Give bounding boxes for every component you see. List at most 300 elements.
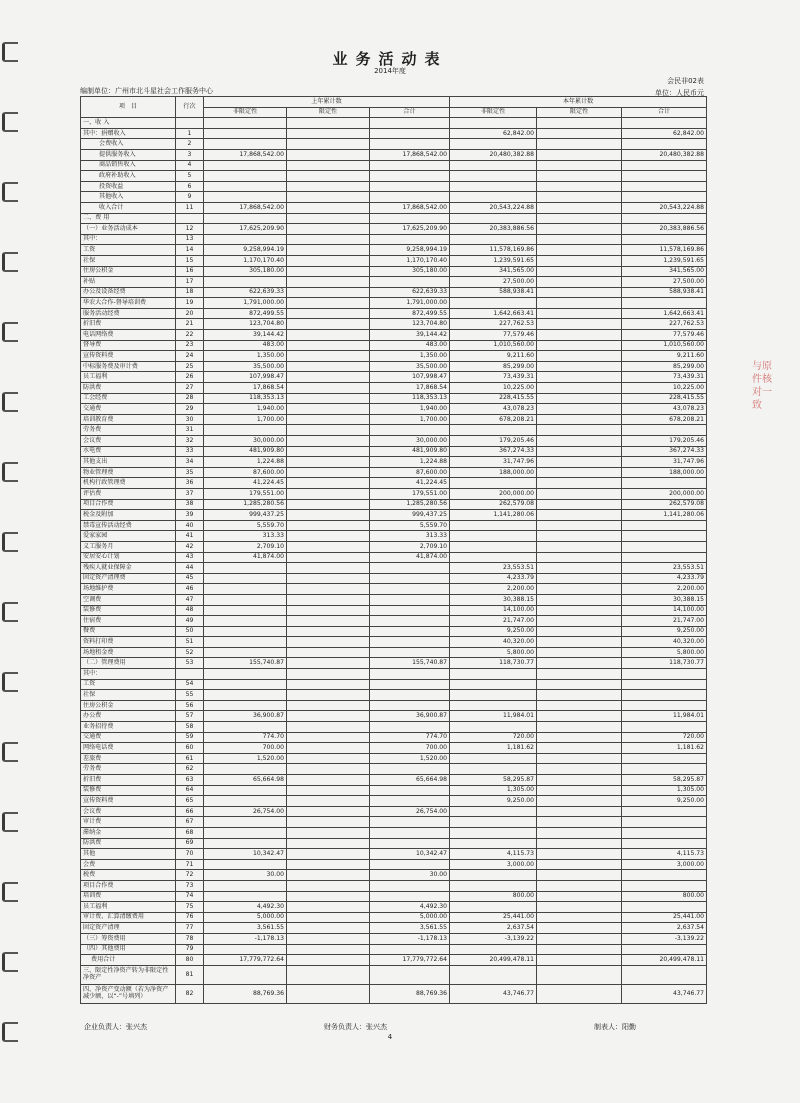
curr-total-cell: 9,250.00 <box>622 626 707 637</box>
table-row <box>81 722 707 733</box>
prev-total-cell <box>370 669 450 680</box>
prev-total-cell: 17,868,542.00 <box>370 202 450 213</box>
curr-restricted-cell <box>537 255 622 266</box>
prev-total-cell: 1,285,280.56 <box>370 499 450 510</box>
table-row <box>81 955 707 966</box>
curr-total-cell: 10,225.00 <box>622 383 707 394</box>
table-row <box>81 679 707 690</box>
curr-total-cell: 367,274.33 <box>622 446 707 457</box>
prev-total-cell <box>370 160 450 171</box>
curr-restricted-cell <box>537 171 622 182</box>
curr-restricted-cell <box>537 340 622 351</box>
table-row <box>81 171 707 182</box>
prev-nonrestricted-cell: 17,868,542.00 <box>204 149 287 160</box>
row-label: 折旧费 <box>81 319 176 330</box>
curr-restricted-cell <box>537 393 622 404</box>
curr-nonrestricted-cell: 31,747.96 <box>450 457 537 468</box>
prev-total-cell <box>370 764 450 775</box>
prev-restricted-cell <box>287 224 370 235</box>
row-label: 税金及附加 <box>81 510 176 521</box>
prev-total-cell: 999,437.25 <box>370 510 450 521</box>
curr-nonrestricted-cell: 9,211.60 <box>450 351 537 362</box>
curr-nonrestricted-cell: 1,642,663.41 <box>450 308 537 319</box>
row-label: 宣传资料费 <box>81 351 176 362</box>
binder-clip <box>2 112 18 132</box>
row-label: 收入合计 <box>81 202 176 213</box>
row-line-no: 54 <box>176 679 204 690</box>
curr-total-cell: 23,553.51 <box>622 563 707 574</box>
row-line-no <box>176 669 204 680</box>
table-row <box>81 340 707 351</box>
table-row <box>81 984 707 1003</box>
row-line-no: 2 <box>176 139 204 150</box>
prev-total-cell: 65,664.98 <box>370 775 450 786</box>
curr-nonrestricted-cell: 85,299.00 <box>450 361 537 372</box>
curr-total-cell: 118,730.77 <box>622 658 707 669</box>
table-row <box>81 213 707 224</box>
curr-nonrestricted-cell: 720.00 <box>450 732 537 743</box>
table-row <box>81 764 707 775</box>
row-label: 办公及设备经费 <box>81 287 176 298</box>
prev-nonrestricted-cell: 1,285,280.56 <box>204 499 287 510</box>
curr-restricted-cell <box>537 499 622 510</box>
curr-total-cell: 27,500.00 <box>622 277 707 288</box>
curr-restricted-cell <box>537 700 622 711</box>
row-line-no: 56 <box>176 700 204 711</box>
prev-restricted-cell <box>287 351 370 362</box>
prev-restricted-cell <box>287 457 370 468</box>
prev-total-cell <box>370 118 450 129</box>
row-label: 会议费 <box>81 436 176 447</box>
row-label: 场地维护费 <box>81 584 176 595</box>
prev-nonrestricted-cell <box>204 234 287 245</box>
table-row <box>81 308 707 319</box>
prev-nonrestricted-cell: -1,178.13 <box>204 933 287 944</box>
row-label: 督导费 <box>81 340 176 351</box>
prev-nonrestricted-cell <box>204 859 287 870</box>
prev-restricted-cell <box>287 531 370 542</box>
table-row <box>81 181 707 192</box>
prev-nonrestricted-cell <box>204 827 287 838</box>
curr-restricted-cell <box>537 817 622 828</box>
row-line-no: 72 <box>176 870 204 881</box>
row-line-no: 49 <box>176 616 204 627</box>
curr-total-cell <box>622 234 707 245</box>
curr-total-cell <box>622 552 707 563</box>
row-line-no: 26 <box>176 372 204 383</box>
table-row <box>81 605 707 616</box>
curr-restricted-cell <box>537 510 622 521</box>
curr-nonrestricted-cell: 20,499,478.11 <box>450 955 537 966</box>
curr-nonrestricted-cell <box>450 192 537 203</box>
prev-nonrestricted-cell: 30,000.00 <box>204 436 287 447</box>
row-line-no: 76 <box>176 912 204 923</box>
row-label: 交通费 <box>81 732 176 743</box>
row-label: 补贴 <box>81 277 176 288</box>
prev-total-cell <box>370 827 450 838</box>
prev-restricted-cell <box>287 923 370 934</box>
row-label: 华农大合作-督导培训费 <box>81 298 176 309</box>
prev-nonrestricted-cell: 1,224.88 <box>204 457 287 468</box>
curr-nonrestricted-cell <box>450 753 537 764</box>
row-line-no: 42 <box>176 541 204 552</box>
prev-nonrestricted-cell <box>204 764 287 775</box>
row-line-no: 31 <box>176 425 204 436</box>
curr-restricted-cell <box>537 764 622 775</box>
row-line-no: 61 <box>176 753 204 764</box>
activity-statement <box>74 40 706 1080</box>
row-line-no: 69 <box>176 838 204 849</box>
row-line-no: 36 <box>176 478 204 489</box>
prev-total-cell <box>370 859 450 870</box>
curr-total-cell: 2,200.00 <box>622 584 707 595</box>
curr-total-cell: 20,383,886.56 <box>622 224 707 235</box>
row-line-no: 30 <box>176 414 204 425</box>
row-line-no: 1 <box>176 128 204 139</box>
binder-clip <box>2 812 18 832</box>
curr-nonrestricted-cell: 179,205.46 <box>450 436 537 447</box>
curr-restricted-cell <box>537 880 622 891</box>
statement-rows <box>81 118 707 1004</box>
row-label: 培训教育费 <box>81 414 176 425</box>
header-prev-restricted: 限定性 <box>287 107 370 118</box>
curr-restricted-cell <box>537 488 622 499</box>
row-label: 禁毒宣传活动经费 <box>81 520 176 531</box>
curr-restricted-cell <box>537 383 622 394</box>
row-label: 劳务费 <box>81 425 176 436</box>
prev-total-cell <box>370 679 450 690</box>
curr-total-cell <box>622 838 707 849</box>
table-row <box>81 446 707 457</box>
curr-total-cell <box>622 965 707 984</box>
row-line-no: 60 <box>176 743 204 754</box>
curr-restricted-cell <box>537 923 622 934</box>
curr-total-cell <box>622 870 707 881</box>
prev-nonrestricted-cell <box>204 944 287 955</box>
row-label: （四）其他费用 <box>81 944 176 955</box>
curr-nonrestricted-cell: 20,480,382.88 <box>450 149 537 160</box>
curr-restricted-cell <box>537 361 622 372</box>
row-line-no: 55 <box>176 690 204 701</box>
binder-clip <box>2 252 18 272</box>
binder-clip <box>2 532 18 552</box>
curr-total-cell: 21,747.00 <box>622 616 707 627</box>
currency-unit: 单位：人民币元 <box>655 89 704 97</box>
table-row <box>81 255 707 266</box>
prev-restricted-cell <box>287 139 370 150</box>
header-prev-nonrestricted: 非限定性 <box>204 107 287 118</box>
curr-nonrestricted-cell <box>450 298 537 309</box>
row-label: 商品销售收入 <box>81 160 176 171</box>
row-line-no <box>176 118 204 129</box>
row-label: 装修费 <box>81 785 176 796</box>
prev-restricted-cell <box>287 594 370 605</box>
curr-nonrestricted-cell <box>450 679 537 690</box>
curr-restricted-cell <box>537 912 622 923</box>
table-row <box>81 457 707 468</box>
prev-restricted-cell <box>287 796 370 807</box>
row-line-no: 78 <box>176 933 204 944</box>
curr-restricted-cell <box>537 775 622 786</box>
table-row <box>81 330 707 341</box>
row-label: 住宿费 <box>81 616 176 627</box>
row-label: 水电费 <box>81 446 176 457</box>
row-label: 业务招待费 <box>81 722 176 733</box>
table-row <box>81 700 707 711</box>
curr-nonrestricted-cell: 4,115.73 <box>450 849 537 860</box>
prev-nonrestricted-cell: 39,144.42 <box>204 330 287 341</box>
row-line-no: 67 <box>176 817 204 828</box>
curr-nonrestricted-cell <box>450 722 537 733</box>
prev-restricted-cell <box>287 891 370 902</box>
table-row <box>81 944 707 955</box>
table-row <box>81 192 707 203</box>
curr-restricted-cell <box>537 944 622 955</box>
row-label: 安居安心计划 <box>81 552 176 563</box>
prev-restricted-cell <box>287 128 370 139</box>
curr-nonrestricted-cell: 1,239,591.65 <box>450 255 537 266</box>
row-line-no: 16 <box>176 266 204 277</box>
row-line-no: 23 <box>176 340 204 351</box>
row-line-no: 66 <box>176 806 204 817</box>
preparing-organization: 编制单位：广州市北斗星社会工作服务中心 <box>80 87 213 95</box>
prev-restricted-cell <box>287 149 370 160</box>
prev-nonrestricted-cell <box>204 171 287 182</box>
row-line-no: 45 <box>176 573 204 584</box>
prev-restricted-cell <box>287 510 370 521</box>
row-label: 其他 <box>81 849 176 860</box>
row-line-no: 73 <box>176 880 204 891</box>
prev-restricted-cell <box>287 330 370 341</box>
curr-restricted-cell <box>537 838 622 849</box>
prev-restricted-cell <box>287 213 370 224</box>
row-label: 二、费 用 <box>81 213 176 224</box>
row-label: 办公费 <box>81 711 176 722</box>
prev-nonrestricted-cell <box>204 796 287 807</box>
prev-restricted-cell <box>287 870 370 881</box>
curr-nonrestricted-cell <box>450 213 537 224</box>
prev-restricted-cell <box>287 266 370 277</box>
curr-total-cell: 1,141,280.06 <box>622 510 707 521</box>
prev-nonrestricted-cell: 1,700.00 <box>204 414 287 425</box>
prev-nonrestricted-cell <box>204 700 287 711</box>
curr-total-cell: 9,211.60 <box>622 351 707 362</box>
table-row <box>81 838 707 849</box>
curr-restricted-cell <box>537 753 622 764</box>
curr-nonrestricted-cell <box>450 541 537 552</box>
table-row <box>81 923 707 934</box>
row-label: 工会经费 <box>81 393 176 404</box>
curr-nonrestricted-cell <box>450 880 537 891</box>
prev-restricted-cell <box>287 552 370 563</box>
curr-total-cell: 1,642,663.41 <box>622 308 707 319</box>
prev-nonrestricted-cell: 88,769.36 <box>204 984 287 1003</box>
row-line-no: 80 <box>176 955 204 966</box>
curr-restricted-cell <box>537 658 622 669</box>
row-line-no: 17 <box>176 277 204 288</box>
row-line-no: 25 <box>176 361 204 372</box>
curr-restricted-cell <box>537 298 622 309</box>
prev-restricted-cell <box>287 298 370 309</box>
prev-nonrestricted-cell: 2,709.10 <box>204 541 287 552</box>
prev-restricted-cell <box>287 573 370 584</box>
row-line-no: 33 <box>176 446 204 457</box>
curr-total-cell: 11,984.01 <box>622 711 707 722</box>
prev-total-cell: 30.00 <box>370 870 450 881</box>
prev-restricted-cell <box>287 277 370 288</box>
curr-nonrestricted-cell: 9,250.00 <box>450 626 537 637</box>
prev-nonrestricted-cell <box>204 626 287 637</box>
prev-restricted-cell <box>287 955 370 966</box>
prev-restricted-cell <box>287 181 370 192</box>
prev-total-cell: 35,500.00 <box>370 361 450 372</box>
prev-total-cell: 1,520.00 <box>370 753 450 764</box>
prev-restricted-cell <box>287 245 370 256</box>
row-line-no: 12 <box>176 224 204 235</box>
table-row <box>81 552 707 563</box>
header-curr-restricted: 限定性 <box>537 107 622 118</box>
table-row <box>81 531 707 542</box>
curr-total-cell <box>622 806 707 817</box>
prev-nonrestricted-cell: 1,350.00 <box>204 351 287 362</box>
row-label: 会费收入 <box>81 139 176 150</box>
prev-nonrestricted-cell <box>204 880 287 891</box>
row-line-no: 4 <box>176 160 204 171</box>
prev-restricted-cell <box>287 255 370 266</box>
curr-restricted-cell <box>537 192 622 203</box>
row-line-no: 46 <box>176 584 204 595</box>
row-line-no: 59 <box>176 732 204 743</box>
prev-nonrestricted-cell: 155,740.87 <box>204 658 287 669</box>
curr-total-cell: 20,543,224.88 <box>622 202 707 213</box>
row-label: 劳务费 <box>81 764 176 775</box>
curr-nonrestricted-cell <box>450 700 537 711</box>
curr-restricted-cell <box>537 647 622 658</box>
prev-restricted-cell <box>287 372 370 383</box>
table-row <box>81 139 707 150</box>
prev-total-cell <box>370 584 450 595</box>
prev-restricted-cell <box>287 637 370 648</box>
prev-total-cell: 305,180.00 <box>370 266 450 277</box>
table-row <box>81 563 707 574</box>
row-line-no: 58 <box>176 722 204 733</box>
table-row <box>81 245 707 256</box>
curr-nonrestricted-cell: 5,800.00 <box>450 647 537 658</box>
table-row <box>81 573 707 584</box>
table-row <box>81 224 707 235</box>
prev-nonrestricted-cell <box>204 679 287 690</box>
prev-nonrestricted-cell: 87,600.00 <box>204 467 287 478</box>
prev-total-cell: 36,900.87 <box>370 711 450 722</box>
prev-nonrestricted-cell: 123,704.80 <box>204 319 287 330</box>
prev-total-cell: 700.00 <box>370 743 450 754</box>
curr-restricted-cell <box>537 160 622 171</box>
prev-restricted-cell <box>287 669 370 680</box>
header-line: 行次 <box>176 97 204 118</box>
row-line-no: 51 <box>176 637 204 648</box>
prev-restricted-cell <box>287 764 370 775</box>
row-line-no: 77 <box>176 923 204 934</box>
table-row <box>81 128 707 139</box>
header-prev-year: 上年累计数 <box>204 97 450 108</box>
table-row <box>81 616 707 627</box>
prev-nonrestricted-cell: 5,559.70 <box>204 520 287 531</box>
prev-nonrestricted-cell: 5,000.00 <box>204 912 287 923</box>
curr-total-cell: 2,637.54 <box>622 923 707 934</box>
curr-restricted-cell <box>537 732 622 743</box>
prev-total-cell <box>370 181 450 192</box>
prev-total-cell <box>370 616 450 627</box>
table-row <box>81 520 707 531</box>
row-label: 物业管理费 <box>81 467 176 478</box>
row-label: 一、收 入 <box>81 118 176 129</box>
prev-restricted-cell <box>287 753 370 764</box>
curr-restricted-cell <box>537 425 622 436</box>
row-label: 装修费 <box>81 605 176 616</box>
row-line-no: 13 <box>176 234 204 245</box>
row-label: 场地租金费 <box>81 647 176 658</box>
curr-total-cell <box>622 478 707 489</box>
curr-total-cell: 188,000.00 <box>622 467 707 478</box>
curr-restricted-cell <box>537 213 622 224</box>
prev-total-cell: 88,769.36 <box>370 984 450 1003</box>
finance-signature: 财务负责人：张兴杰 <box>324 1023 387 1031</box>
table-row <box>81 933 707 944</box>
curr-total-cell <box>622 669 707 680</box>
row-label: 中标服务费及审计费 <box>81 361 176 372</box>
row-label: 餐费 <box>81 626 176 637</box>
row-line-no: 11 <box>176 202 204 213</box>
curr-total-cell <box>622 827 707 838</box>
curr-nonrestricted-cell <box>450 478 537 489</box>
curr-total-cell <box>622 192 707 203</box>
curr-restricted-cell <box>537 181 622 192</box>
curr-total-cell <box>622 944 707 955</box>
prev-restricted-cell <box>287 478 370 489</box>
row-line-no: 34 <box>176 457 204 468</box>
binder-clip <box>2 602 18 622</box>
curr-restricted-cell <box>537 870 622 881</box>
table-row <box>81 647 707 658</box>
table-row <box>81 436 707 447</box>
curr-nonrestricted-cell: 30,388.15 <box>450 594 537 605</box>
prev-nonrestricted-cell: 1,940.00 <box>204 404 287 415</box>
prev-total-cell <box>370 605 450 616</box>
row-label: 交通费 <box>81 404 176 415</box>
prev-total-cell <box>370 425 450 436</box>
row-line-no: 19 <box>176 298 204 309</box>
prev-total-cell <box>370 594 450 605</box>
prev-nonrestricted-cell <box>204 616 287 627</box>
curr-restricted-cell <box>537 457 622 468</box>
prev-nonrestricted-cell: 17,868,542.00 <box>204 202 287 213</box>
prev-restricted-cell <box>287 722 370 733</box>
curr-restricted-cell <box>537 531 622 542</box>
prev-nonrestricted-cell: 17,868.54 <box>204 383 287 394</box>
row-label: 服务活动经费 <box>81 308 176 319</box>
curr-total-cell: 678,208.21 <box>622 414 707 425</box>
row-label: 固定资产清理 <box>81 923 176 934</box>
prev-restricted-cell <box>287 984 370 1003</box>
prev-total-cell <box>370 785 450 796</box>
row-line-no: 5 <box>176 171 204 182</box>
curr-nonrestricted-cell: 678,208.21 <box>450 414 537 425</box>
curr-total-cell: 4,233.79 <box>622 573 707 584</box>
row-label: 三、限定性净资产转为非限定性净资产 <box>81 965 176 984</box>
row-label: 会费 <box>81 859 176 870</box>
prev-nonrestricted-cell: 4,492.30 <box>204 902 287 913</box>
prev-nonrestricted-cell <box>204 563 287 574</box>
